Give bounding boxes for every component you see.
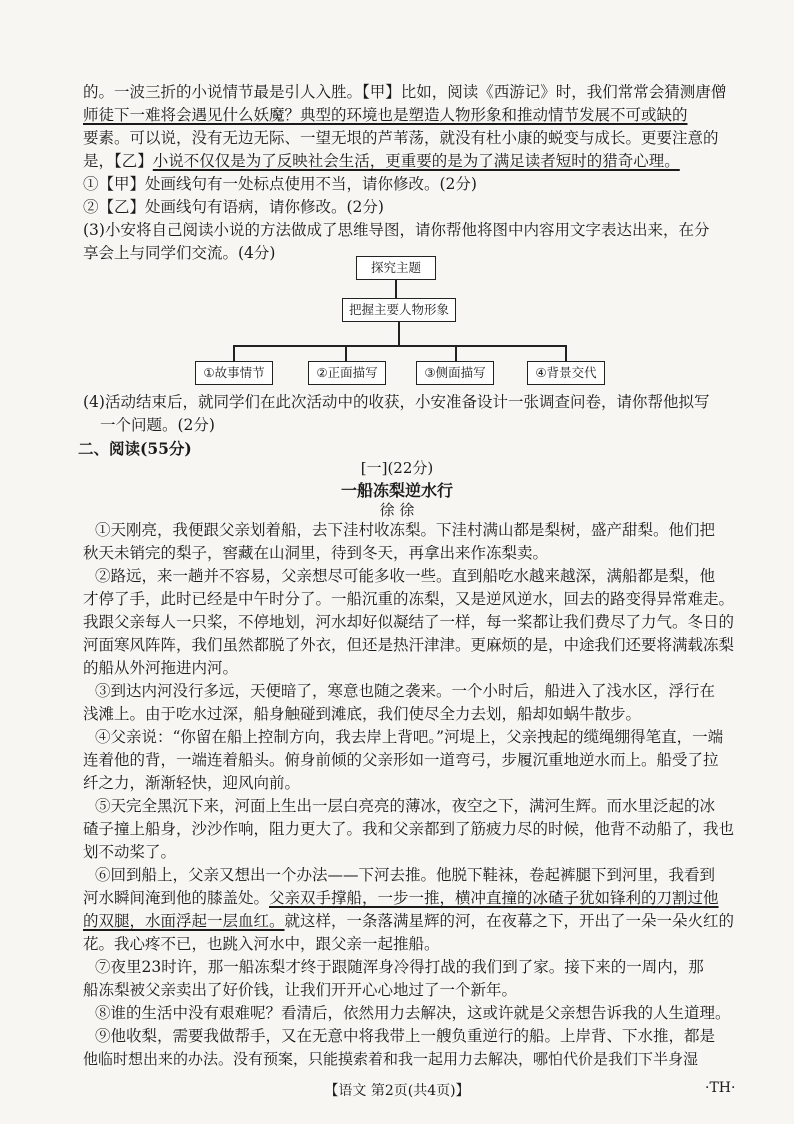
article-text: 河水瞬间淹到他的膝盖处。 (83, 889, 270, 907)
footer-code: ·TH· (705, 1080, 736, 1096)
intro-line-2 (83, 105, 743, 126)
mindmap-connector (345, 345, 347, 362)
article-line (83, 980, 743, 1001)
article-text: 连着他的背，一端连着船头。俯身前倾的父亲形如一道弯弓，步履沉重地逆水而上。船受了拉 (83, 751, 719, 769)
article-text: 纤之力，渐渐轻快，迎风向前。 (83, 774, 301, 792)
mindmap-leaf-4: ④背景交代 (527, 361, 605, 385)
article-text: ⑨他收梨，需要我做帮手，又在无意中将我带上一艘负重逆行的船。上岸背、下水推，都是 (95, 1027, 716, 1045)
article-text: 秋天未销完的梨子，窖藏在山洞里，待到冬天，再拿出来作冻梨卖。 (83, 544, 549, 562)
part-heading: [一](22分) (360, 459, 434, 477)
article-line (83, 566, 743, 587)
intro-text-1: 的。一波三折的小说情节最是引人入胜。【甲】比如，阅读《西游记》时，我们常常会猜测唐僧 (83, 83, 727, 101)
mindmap-connector (398, 322, 400, 346)
mindmap-branch-bar (233, 345, 565, 347)
mindmap-leaf-3: ③侧面描写 (416, 361, 494, 385)
mindmap-connector (455, 345, 457, 362)
article-line (83, 796, 743, 817)
article-underlined-text: 父亲双手撑船，一步一推，横冲直撞的冰碴子犹如锋利的刀割过他 (269, 889, 719, 907)
question-3a (83, 220, 743, 241)
article-title: 一船冻梨逆水行 (340, 481, 453, 500)
article-line (83, 520, 743, 541)
article-author: 徐 徐 (379, 501, 415, 519)
question-4a-text: (4)活动结束后，就同学们在此次活动中的收获，小安准备设计一张调查问卷，请你帮他拟写 (83, 393, 710, 411)
question-1-text: ①【甲】处画线句有一处标点使用不当，请你修改。(2分) (83, 175, 477, 193)
section-title (78, 438, 738, 459)
article-text: ①天刚亮，我便跟父亲划着船，去下洼村收冻梨。下洼村满山都是梨树，盛产甜梨。他们把 (95, 521, 716, 539)
article-text: 碴子撞上船身，沙沙作响，阻力更大了。我和父亲都到了筋疲力尽的时候，他背不动船了，我也 (83, 820, 735, 838)
question-2 (83, 197, 743, 218)
section-title-text: 二、阅读(55分) (78, 439, 192, 458)
article-line (83, 1026, 743, 1047)
article-line (83, 750, 743, 771)
article-line (83, 888, 743, 909)
article-line (83, 911, 743, 932)
question-4a (83, 392, 743, 413)
question-1 (83, 174, 743, 195)
question-3a-text: (3)小安将自己阅读小说的方法做成了思维导图，请你帮他将图中内容用文字表达出来，在分 (83, 221, 710, 239)
article-text: 才停了手，此时已经是中午时分了。一船沉重的冻梨，又是逆风逆水，回去的路变得异常难走。 (83, 590, 735, 608)
intro-text-3: 要素。可以说，没有无边无际、一望无垠的芦苇荡，就没有杜小康的蜕变与成长。更要注意的 (83, 129, 719, 147)
article-text: 就这样，一条落满星辉的河，在夜幕之下，开出了一朵一朵火红的 (284, 912, 735, 930)
intro-text-2: 师徒下一难将会遇见什么妖魔？典型的环境也是塑造人物形象和推动情节发展不可或缺的 (83, 106, 688, 124)
article-line (83, 612, 743, 633)
article-line (83, 934, 743, 955)
question-4b (83, 415, 743, 436)
intro-line-1 (83, 82, 743, 103)
article-text: ④父亲说：“你留在船上控制方向，我去岸上背吧。”河堤上，父亲拽起的缆绳绷得笔直，一端 (95, 728, 724, 746)
intro-text-4a: 是，【乙】 (83, 152, 153, 170)
mindmap-leaf-1: ①故事情节 (195, 361, 273, 385)
mindmap-connector (395, 280, 397, 298)
mindmap-connector (565, 345, 567, 362)
article-line (83, 543, 743, 564)
article-text: 我跟父亲每人一只桨，不停地划，河水却好似凝结了一样，每一桨都让我们费尽了力气。冬日的 (83, 613, 735, 631)
article-line (83, 658, 743, 679)
article-line (83, 589, 743, 610)
mindmap-leaf-2: ②正面描写 (308, 361, 386, 385)
article-text: ⑥回到船上，父亲又想出一个办法——下河去推。他脱下鞋袜，卷起裤腿下到河里，我看到 (95, 866, 716, 884)
article-underlined-text: 的双腿，水面浮起一层血红。 (83, 912, 285, 930)
article-text: 的船从外河拖进内河。 (83, 659, 239, 677)
mindmap-root: 探究主题 (356, 256, 436, 280)
intro-line-3 (83, 128, 743, 149)
article-line (83, 819, 743, 840)
article-line (83, 1049, 743, 1070)
article-text: ③到达内河没行多远，天便暗了，寒意也随之袭来。一个小时后，船进入了浅水区，浮行在 (95, 682, 716, 700)
article-line (83, 773, 743, 794)
article-text: 浅滩上。由于吃水过深，船身触碰到滩底，我们使尽全力去划，船却如蜗牛散步。 (83, 705, 642, 723)
article-text: 他临时想出来的办法。没有预案，只能摸索着和我一起用力去解决，哪怕代价是我们下半身湿 (83, 1050, 699, 1068)
article-text: ②路远，来一趟并不容易，父亲想尽可能多收一些。直到船吃水越来越深，满船都是梨，他 (95, 567, 716, 585)
article-text: 花。我心疼不已，也跳入河水中，跟父亲一起推船。 (83, 935, 440, 953)
article-text: ⑤天完全黑沉下来，河面上生出一层白亮亮的薄冰，夜空之下，满河生辉。而水里泛起的冰 (95, 797, 716, 815)
mindmap-connector (233, 345, 235, 362)
article-text: ⑦夜里23时许，那一船冻梨才终于跟随浑身冷得打战的我们到了家。接下来的一周内，那 (95, 958, 704, 976)
article-text: 划不动桨了。 (83, 843, 177, 861)
mindmap-level2: 把握主要人物形象 (342, 298, 456, 322)
intro-text-4b: 小说不仅仅是为了反映社会生活，更重要的是为了满足读者短时的猎奇心理。 (152, 152, 680, 170)
article-line (83, 727, 743, 748)
question-3b-text: 享会上与同学们交流。(4分) (83, 244, 276, 262)
question-2-text: ②【乙】处画线句有语病，请你修改。(2分) (83, 198, 384, 216)
article-line (83, 681, 743, 702)
article-text: ⑧谁的生活中没有艰难呢？看清后，依然用力去解决，这或许就是父亲想告诉我的人生道理。 (95, 1004, 731, 1022)
question-4b-text: 一个问题。(2分) (100, 416, 215, 434)
article-line (83, 865, 743, 886)
article-line (83, 1003, 743, 1024)
article-text: 船冻梨被父亲卖出了好价钱，让我们开开心心地过了一个新年。 (83, 981, 518, 999)
article-line (83, 635, 743, 656)
article-line (83, 704, 743, 725)
article-text: 河面寒风阵阵，我们虽然都脱了外衣，但还是热汗津津。更麻烦的是，中途我们还要将满载冻梨 (83, 636, 735, 654)
article-line (83, 957, 743, 978)
intro-line-4 (83, 151, 743, 172)
page-footer: 【语文 第2页(共4页)】 (324, 1083, 470, 1099)
article-line (83, 842, 743, 863)
